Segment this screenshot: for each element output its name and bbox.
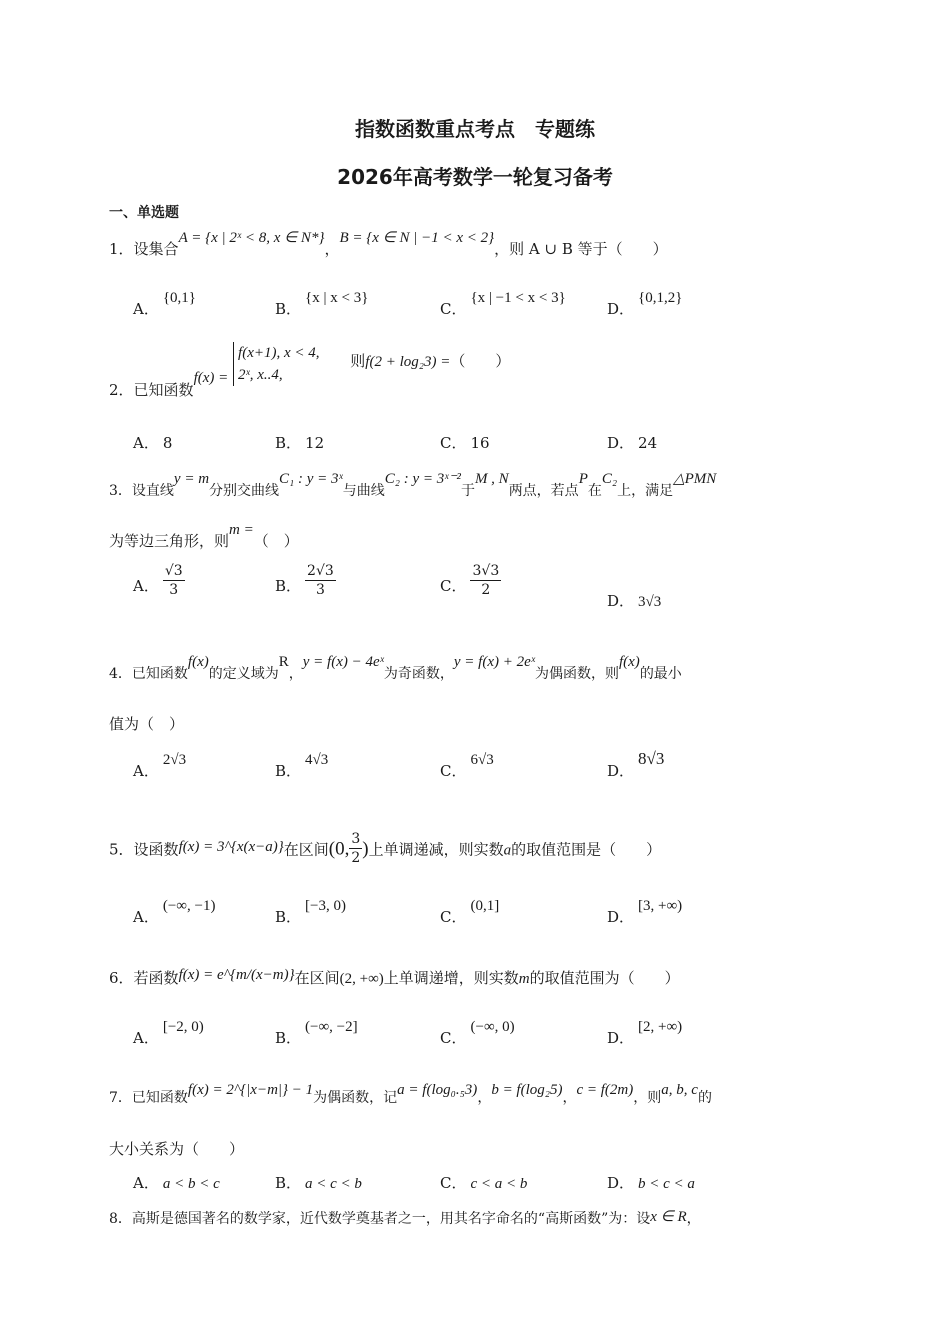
q2-option-c[interactable]: C． 16 — [440, 434, 490, 452]
math-set-a: A = {x | 2ˣ < 8, x ∈ N*} — [178, 230, 325, 246]
q7-option-b[interactable]: B． a < c < b — [275, 1174, 362, 1192]
q3-option-a[interactable]: A． $\frac{√3}{3}$ — [133, 563, 183, 598]
q4-option-b[interactable]: B．4√3 — [275, 752, 329, 780]
q1-option-a[interactable]: A．{0,1} — [133, 290, 196, 318]
q5-option-c[interactable]: C．(0,1] — [440, 898, 500, 926]
question-number: 2． — [109, 381, 134, 399]
question-7-line-2: 大小关系为（ ） — [109, 1140, 245, 1158]
question-number: 3． — [109, 483, 132, 499]
fraction: $\frac{3√3}{2}$ — [472, 563, 500, 598]
fraction: $\frac{3}{2}$ — [351, 831, 361, 866]
q5-option-a[interactable]: A．(−∞, −1) — [133, 898, 216, 926]
q3-option-d[interactable]: D． 3√3 — [607, 592, 662, 610]
q7-option-c[interactable]: C． c < a < b — [440, 1174, 528, 1192]
q1-option-b[interactable]: B．{x | x < 3} — [275, 290, 369, 318]
q3-option-b[interactable]: B． $\frac{2√3}{3}$ — [275, 563, 334, 598]
q1-option-c[interactable]: C．{x | −1 < x < 3} — [440, 290, 566, 318]
q6-option-d[interactable]: D．[2, +∞) — [607, 1019, 683, 1047]
piecewise-cases: f(x+1), x < 4, 2ˣ, x..4, — [233, 342, 319, 386]
question-number: 1． — [109, 240, 134, 258]
q6-option-c[interactable]: C．(−∞, 0) — [440, 1019, 515, 1047]
question-number: 5． — [109, 840, 134, 859]
q7-option-d[interactable]: D． b < c < a — [607, 1174, 695, 1192]
q5-option-b[interactable]: B．[−3, 0) — [275, 898, 346, 926]
q2-option-d[interactable]: D． 24 — [607, 434, 658, 452]
q2-option-b[interactable]: B． 12 — [275, 434, 325, 452]
question-number: 8． — [109, 1211, 132, 1227]
question-4: 4．已知函数f(x)的定义域为R，y = f(x) − 4eˣ为奇函数，y = f(x) + 2eˣ为偶函数，则f(x)的最小 — [109, 654, 682, 682]
question-number: 6． — [109, 969, 134, 987]
question-2: 2．已知函数f(x) = f(x+1), x < 4, 2ˣ, x..4, 则f(2 + log₂3) =（ ） — [109, 342, 510, 386]
page-subtitle: 2026年高考数学一轮复习备考 — [337, 165, 613, 189]
question-3: 3．设直线y = m分别交曲线C₁ : y = 3ˣ与曲线C₂ : y = 3ˣ⁻²于M , N两点，若点P在C₂上，满足△PMN — [109, 471, 717, 499]
q7-option-a[interactable]: A． a < b < c — [133, 1174, 220, 1192]
section-heading: 一、单选题 — [109, 205, 179, 221]
question-number: 7． — [109, 1090, 132, 1106]
q3-option-c[interactable]: C． $\frac{3√3}{2}$ — [440, 563, 500, 598]
question-number: 4． — [109, 666, 132, 682]
fraction: $\frac{2√3}{3}$ — [307, 563, 334, 598]
question-1: 1．设集合A = {x | 2ˣ < 8, x ∈ N*}，B = {x ∈ N | −1 < x < 2}，则 A ∪ B 等于（ ） — [109, 230, 668, 258]
q4-option-a[interactable]: A．2√3 — [133, 752, 187, 780]
page-title: 指数函数重点考点 专题练 — [355, 117, 595, 141]
question-6: 6．若函数f(x) = e^{m/(x−m)}在区间(2, +∞)上单调递增，则实数m的取值范围为（ ） — [109, 967, 680, 987]
q6-option-b[interactable]: B．(−∞, −2] — [275, 1019, 358, 1047]
q2-option-a[interactable]: A． 8 — [133, 434, 173, 452]
question-3-line-2: 为等边三角形，则m =（ ） — [109, 522, 299, 550]
math-set-b: B = {x ∈ N | −1 < x < 2} — [339, 230, 495, 246]
question-5: 5．设函数f(x) = 3^{x(x−a)}在区间(0, $\frac{3}{2}$ )上单调递减，则实数a的取值范围是（ ） — [109, 831, 662, 866]
q4-option-d[interactable]: D．8√3 — [607, 749, 665, 780]
question-8: 8．高斯是德国著名的数学家，近代数学奠基者之一，用其名字命名的“高斯函数”为：设x ∈ R， — [109, 1209, 701, 1227]
q1-option-d[interactable]: D．{0,1,2} — [607, 290, 683, 318]
q5-option-d[interactable]: D．[3, +∞) — [607, 898, 683, 926]
fraction: $\frac{√3}{3}$ — [164, 563, 183, 598]
question-4-line-2: 值为（ ） — [109, 715, 185, 733]
q6-option-a[interactable]: A．[−2, 0) — [133, 1019, 204, 1047]
question-7: 7．已知函数f(x) = 2^{|x−m|} − 1为偶函数，记a = f(log₀.₅3)，b = f(log₂5)，c = f(2m)，则a, b, c的 — [109, 1082, 712, 1106]
q4-option-c[interactable]: C．6√3 — [440, 752, 494, 780]
